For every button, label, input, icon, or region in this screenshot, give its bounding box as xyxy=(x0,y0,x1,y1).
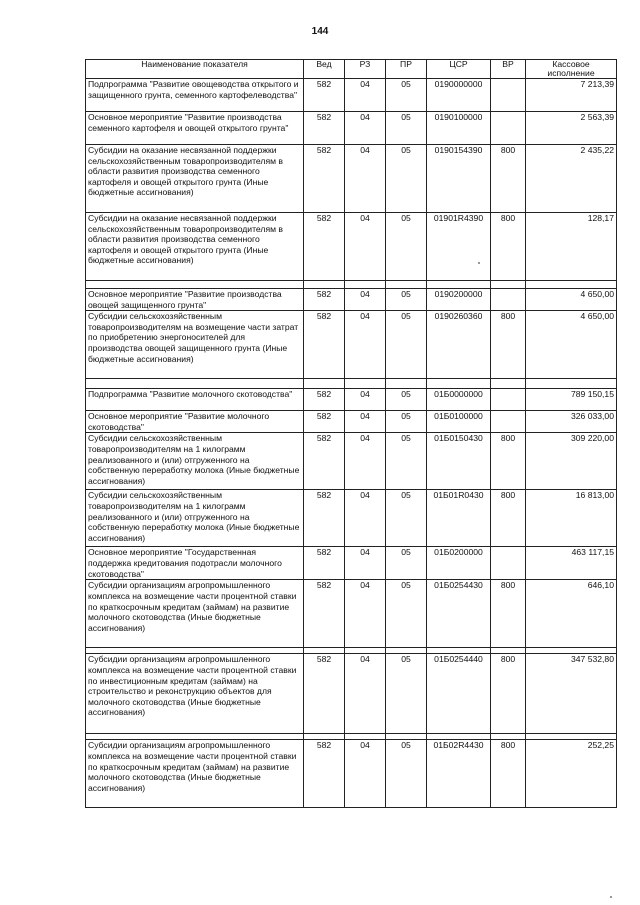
cell-rz: 04 xyxy=(345,740,386,808)
cell-amount: 463 117,15 xyxy=(526,547,617,580)
cell-amount: 4 650,00 xyxy=(526,311,617,379)
cell-csr: 0190154390 xyxy=(427,145,491,213)
cell-vr: 800 xyxy=(491,490,526,547)
scan-speck xyxy=(610,896,612,898)
table-row xyxy=(86,389,617,411)
cell-amount: 326 033,00 xyxy=(526,411,617,433)
cell-pr: 05 xyxy=(386,433,427,490)
cell-ved: 582 xyxy=(304,490,345,547)
cell-name: Основное мероприятие "Государственная поддержка кредитования подотрасли молочного скотоводства" xyxy=(86,547,304,580)
spacer-cell xyxy=(386,379,427,389)
cell-amount: 646,10 xyxy=(526,580,617,648)
header-ved: Вед xyxy=(304,60,345,79)
cell-vr xyxy=(491,547,526,580)
cell-vr: 800 xyxy=(491,654,526,734)
cell-rz: 04 xyxy=(345,580,386,648)
cell-csr: 01Б0200000 xyxy=(427,547,491,580)
cell-name: Субсидии организациям агропромышленного комплекса на возмещение части процентной ставки по краткосрочным кредитам (займам) на развитие молочного скотоводства (Иные бюджетные ассигнования) xyxy=(86,580,304,648)
spacer-cell xyxy=(427,379,491,389)
cell-pr: 05 xyxy=(386,311,427,379)
cell-vr: 800 xyxy=(491,740,526,808)
cell-vr: 800 xyxy=(491,213,526,281)
cell-vr xyxy=(491,112,526,145)
cell-ved: 582 xyxy=(304,311,345,379)
cell-amount: 309 220,00 xyxy=(526,433,617,490)
cell-csr: 01901R4390 xyxy=(427,213,491,281)
cell-name: Основное мероприятие "Развитие производства семенного картофеля и овощей открытого грунта" xyxy=(86,112,304,145)
cell-amount: 16 813,00 xyxy=(526,490,617,547)
cell-ved: 582 xyxy=(304,433,345,490)
cell-ved: 582 xyxy=(304,411,345,433)
cell-name: Субсидии организациям агропромышленного комплекса на возмещение части процентной ставки по краткосрочным кредитам (займам) на развитие молочного скотоводства (Иные бюджетные ассигнования) xyxy=(86,740,304,808)
cell-amount: 252,25 xyxy=(526,740,617,808)
spacer-cell xyxy=(86,281,304,289)
cell-ved: 582 xyxy=(304,145,345,213)
cell-pr: 05 xyxy=(386,580,427,648)
cell-ved: 582 xyxy=(304,112,345,145)
cell-rz: 04 xyxy=(345,289,386,311)
table-row xyxy=(86,433,617,490)
cell-ved: 582 xyxy=(304,79,345,112)
cell-pr: 05 xyxy=(386,112,427,145)
spacer-cell xyxy=(304,379,345,389)
cell-ved: 582 xyxy=(304,580,345,648)
cell-name: Субсидии сельскохозяйственным товаропроизводителям на 1 килограмм реализованного и (или) отгруженного на собственную переработку молока (Иные бюджетные ассигнования) xyxy=(86,433,304,490)
header-amount: Кассовое исполнение xyxy=(526,60,617,79)
cell-pr: 05 xyxy=(386,145,427,213)
table-row xyxy=(86,79,617,112)
cell-csr: 01Б0254430 xyxy=(427,580,491,648)
cell-rz: 04 xyxy=(345,311,386,379)
cell-rz: 04 xyxy=(345,112,386,145)
cell-csr: 0190200000 xyxy=(427,289,491,311)
cell-rz: 04 xyxy=(345,654,386,734)
header-name: Наименование показателя xyxy=(86,60,304,79)
header-vr: ВР xyxy=(491,60,526,79)
budget-execution-table xyxy=(85,59,617,808)
table-row xyxy=(86,654,617,734)
spacer-cell xyxy=(86,379,304,389)
cell-pr: 05 xyxy=(386,389,427,411)
cell-pr: 05 xyxy=(386,289,427,311)
cell-ved: 582 xyxy=(304,213,345,281)
spacer-cell xyxy=(345,379,386,389)
cell-ved: 582 xyxy=(304,547,345,580)
cell-vr: 800 xyxy=(491,580,526,648)
cell-amount: 4 650,00 xyxy=(526,289,617,311)
cell-pr: 05 xyxy=(386,411,427,433)
cell-rz: 04 xyxy=(345,490,386,547)
spacer-cell xyxy=(304,281,345,289)
cell-csr: 01Б01R0430 xyxy=(427,490,491,547)
table-row xyxy=(86,411,617,433)
table-row xyxy=(86,547,617,580)
cell-name: Подпрограмма "Развитие молочного скотоводства" xyxy=(86,389,304,411)
cell-pr: 05 xyxy=(386,740,427,808)
spacer-cell xyxy=(345,281,386,289)
spacer-cell xyxy=(526,379,617,389)
cell-ved: 582 xyxy=(304,654,345,734)
row-spacer xyxy=(86,281,617,289)
row-spacer xyxy=(86,379,617,389)
cell-name: Субсидии на оказание несвязанной поддержки сельскохозяйственным товаропроизводителям в области развития производства семенного картофеля и овощей открытого грунта (Иные бюджетные ассигнования) xyxy=(86,213,304,281)
cell-vr xyxy=(491,411,526,433)
header-csr: ЦСР xyxy=(427,60,491,79)
cell-csr: 01Б0100000 xyxy=(427,411,491,433)
header-rz: РЗ xyxy=(345,60,386,79)
cell-pr: 05 xyxy=(386,654,427,734)
cell-ved: 582 xyxy=(304,389,345,411)
cell-ved: 582 xyxy=(304,740,345,808)
cell-pr: 05 xyxy=(386,547,427,580)
cell-ved: 582 xyxy=(304,289,345,311)
cell-csr: 0190100000 xyxy=(427,112,491,145)
cell-rz: 04 xyxy=(345,79,386,112)
cell-name: Субсидии на оказание несвязанной поддержки сельскохозяйственным товаропроизводителям в области развития производства семенного картофеля и овощей открытого грунта (Иные бюджетные ассигнования) xyxy=(86,145,304,213)
cell-pr: 05 xyxy=(386,79,427,112)
table-row xyxy=(86,490,617,547)
cell-csr: 01Б0000000 xyxy=(427,389,491,411)
cell-rz: 04 xyxy=(345,145,386,213)
cell-csr: 0190000000 xyxy=(427,79,491,112)
cell-name: Субсидии сельскохозяйственным товаропроизводителям на 1 килограмм реализованного и (или) отгруженного на собственную переработку молока (Иные бюджетные ассигнования) xyxy=(86,490,304,547)
cell-amount: 128,17 xyxy=(526,213,617,281)
spacer-cell xyxy=(386,281,427,289)
table-row xyxy=(86,112,617,145)
header-pr: ПР xyxy=(386,60,427,79)
spacer-cell xyxy=(491,281,526,289)
cell-csr: 01Б02R4430 xyxy=(427,740,491,808)
cell-csr: 01Б0254440 xyxy=(427,654,491,734)
cell-amount: 2 563,39 xyxy=(526,112,617,145)
cell-amount: 347 532,80 xyxy=(526,654,617,734)
cell-rz: 04 xyxy=(345,213,386,281)
cell-amount: 7 213,39 xyxy=(526,79,617,112)
cell-pr: 05 xyxy=(386,490,427,547)
cell-name: Основное мероприятие "Развитие молочного скотоводства" xyxy=(86,411,304,433)
cell-name: Основное мероприятие "Развитие производства овощей защищенного грунта" xyxy=(86,289,304,311)
page-number: 144 xyxy=(311,26,329,37)
cell-vr xyxy=(491,389,526,411)
cell-csr: 01Б0150430 xyxy=(427,433,491,490)
scan-speck xyxy=(478,262,480,264)
table-row xyxy=(86,580,617,648)
cell-rz: 04 xyxy=(345,389,386,411)
cell-csr: 0190260360 xyxy=(427,311,491,379)
cell-vr: 800 xyxy=(491,311,526,379)
spacer-cell xyxy=(526,281,617,289)
cell-vr: 800 xyxy=(491,145,526,213)
cell-rz: 04 xyxy=(345,433,386,490)
cell-vr: 800 xyxy=(491,433,526,490)
table-body xyxy=(86,79,617,808)
table-row xyxy=(86,289,617,311)
cell-rz: 04 xyxy=(345,547,386,580)
cell-vr xyxy=(491,79,526,112)
cell-name: Субсидии организациям агропромышленного комплекса на возмещение части процентной ставки по инвестиционным кредитам (займам) на строительство и реконструкцию объектов для молочного скотоводства (Иные бюджетные ассигнования) xyxy=(86,654,304,734)
spacer-cell xyxy=(427,281,491,289)
cell-amount: 2 435,22 xyxy=(526,145,617,213)
cell-pr: 05 xyxy=(386,213,427,281)
table-header xyxy=(86,60,617,79)
cell-rz: 04 xyxy=(345,411,386,433)
table-row xyxy=(86,311,617,379)
cell-amount: 789 150,15 xyxy=(526,389,617,411)
table-row xyxy=(86,145,617,213)
table-row xyxy=(86,213,617,281)
table-row xyxy=(86,740,617,808)
spacer-cell xyxy=(491,379,526,389)
cell-name: Субсидии сельскохозяйственным товаропроизводителям на возмещение части затрат по приобретению энергоносителей для производства овощей защищенного грунта (Иные бюджетные ассигнования) xyxy=(86,311,304,379)
cell-name: Подпрограмма "Развитие овощеводства открытого и защищенного грунта, семенного картофелеводства" xyxy=(86,79,304,112)
cell-vr xyxy=(491,289,526,311)
